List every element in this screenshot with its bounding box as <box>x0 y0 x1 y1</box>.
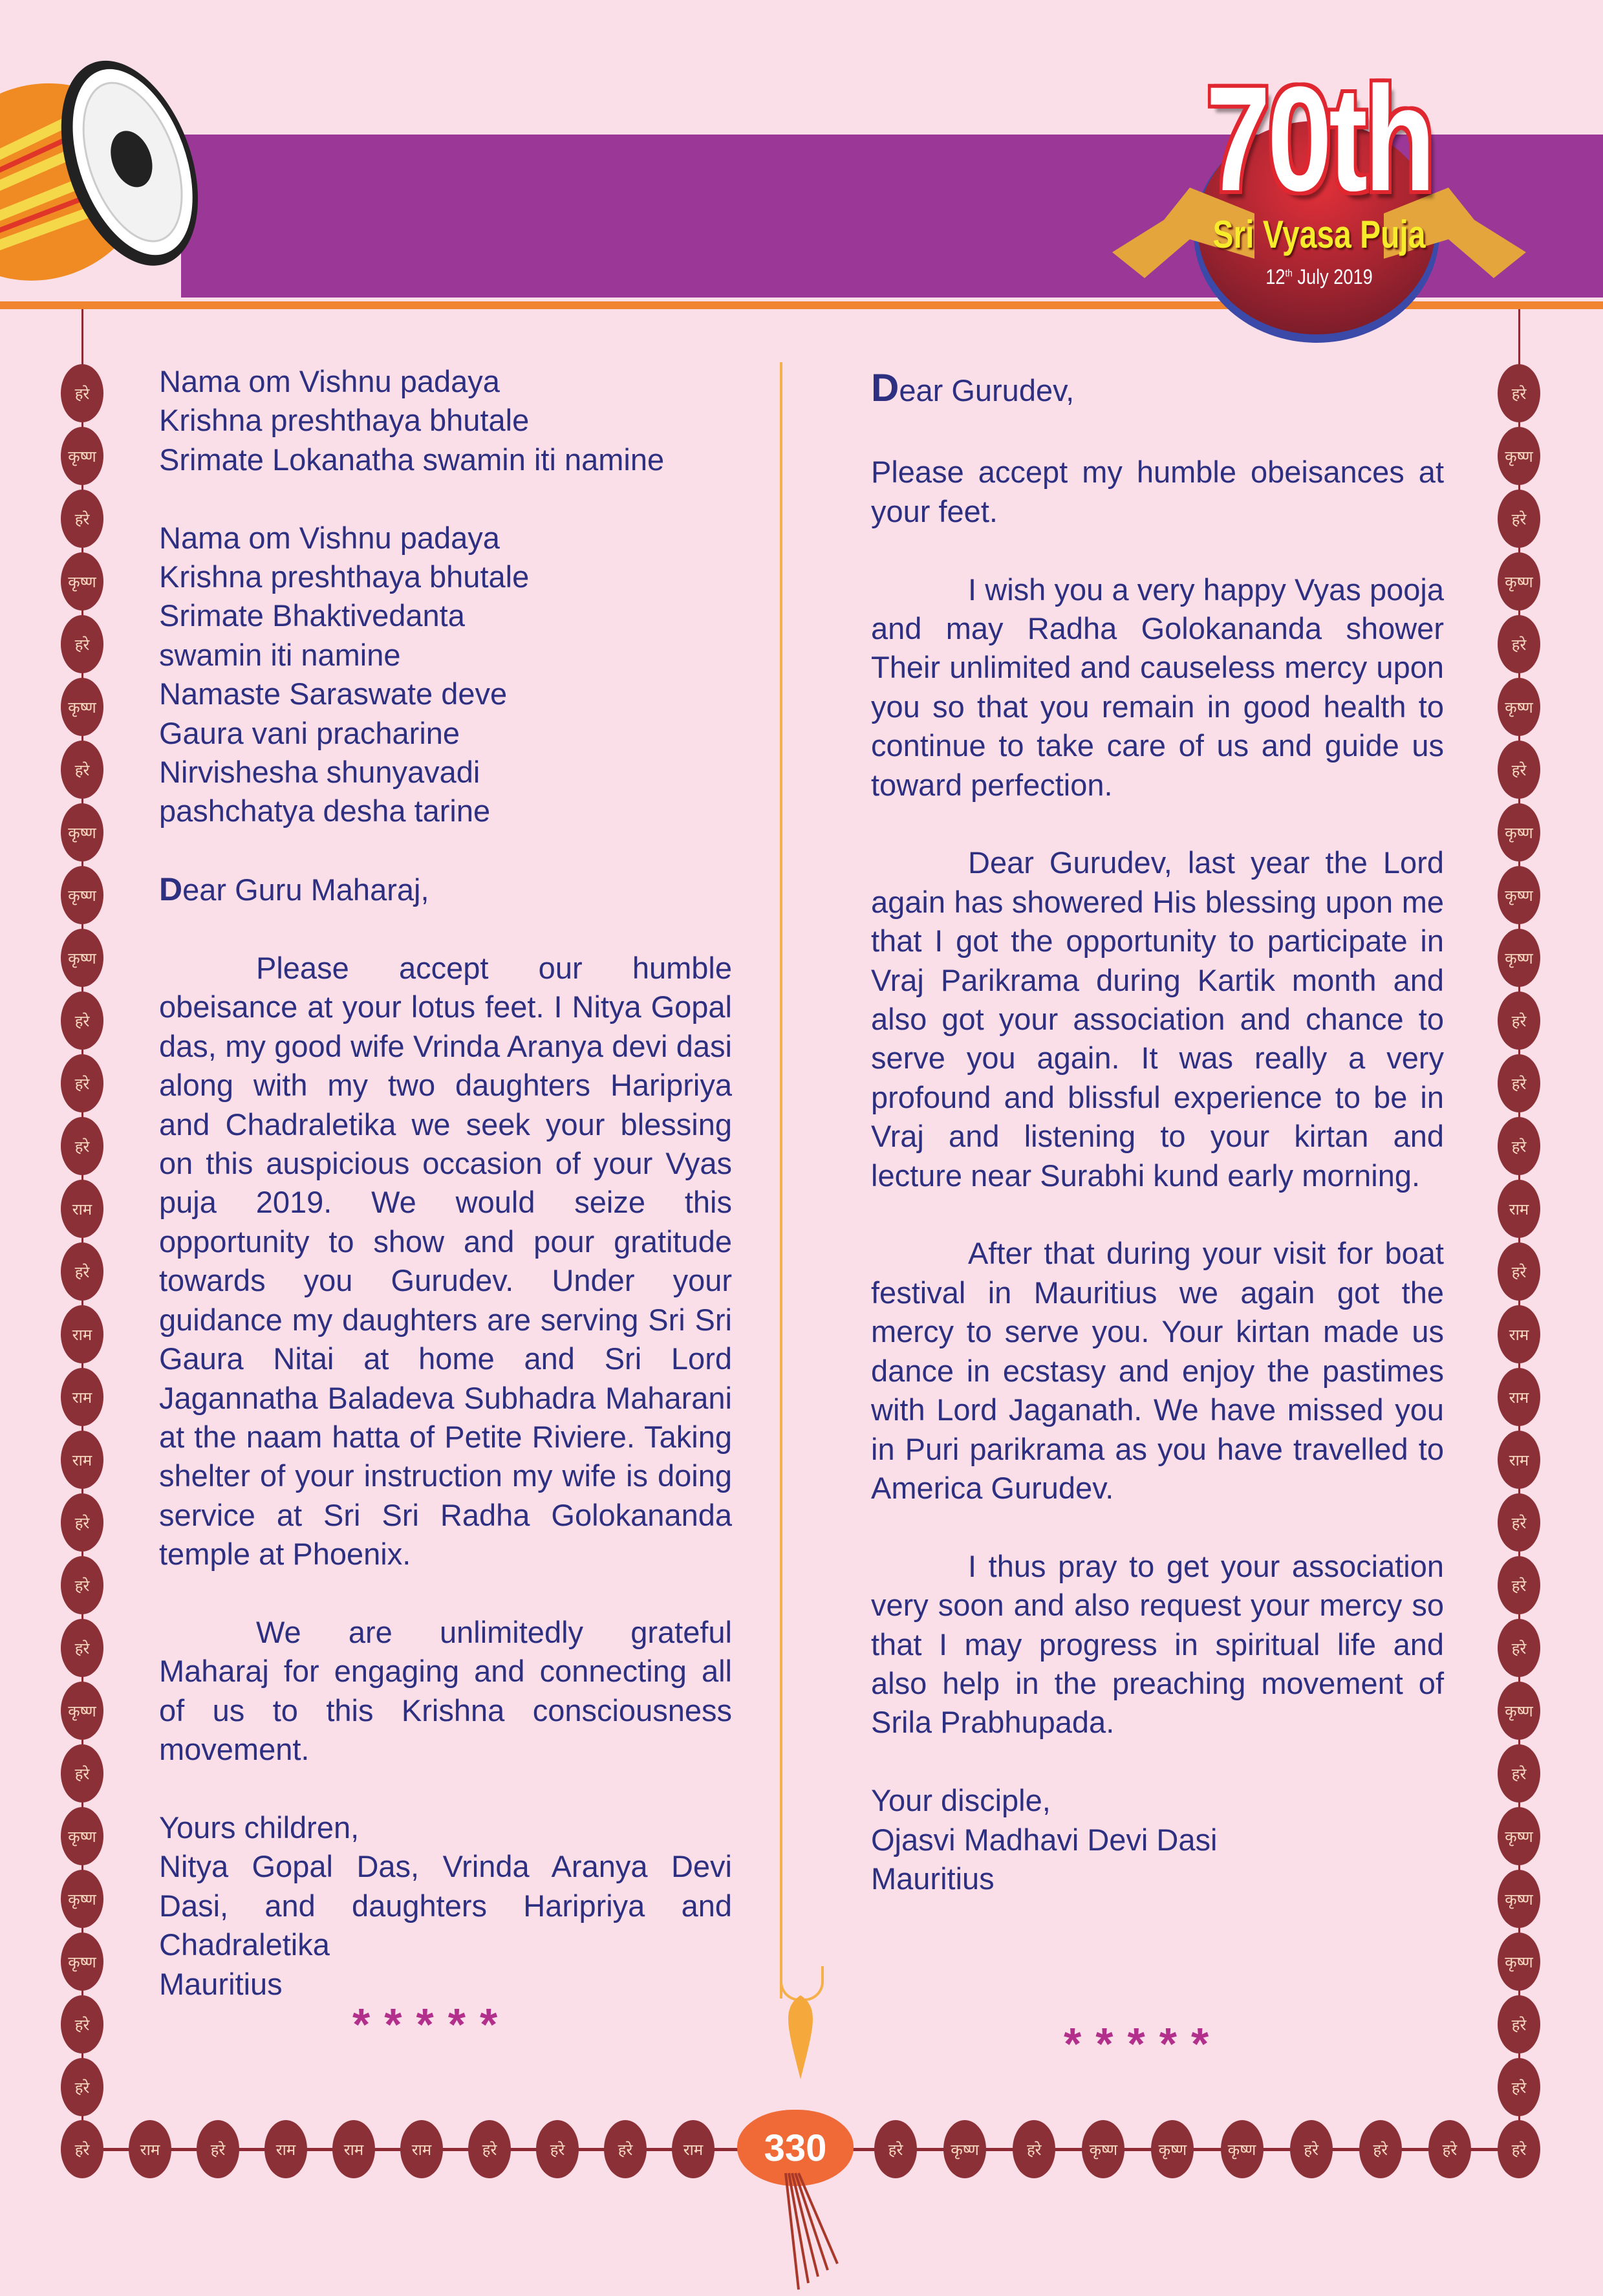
bottom-bead: राम <box>672 2120 715 2178</box>
right-bead: हरे <box>1498 1619 1540 1677</box>
verse-line: Nama om Vishnu padaya <box>159 520 500 555</box>
left-bead: हरे <box>61 741 103 799</box>
right-bead: कृष्ण <box>1498 678 1540 736</box>
left-bead: राम <box>61 1368 103 1426</box>
left-bead: कृष्ण <box>61 803 103 861</box>
right-bead: कृष्ण <box>1498 1933 1540 1991</box>
bottom-bead: कृष्ण <box>1151 2120 1194 2178</box>
right-bead: कृष्ण <box>1498 929 1540 987</box>
verse-line: Nama om Vishnu padaya <box>159 364 500 398</box>
column-divider <box>780 362 782 1998</box>
right-bead: कृष्ण <box>1498 866 1540 924</box>
bottom-bead: हरे <box>604 2120 647 2178</box>
right-bead: हरे <box>1498 490 1540 548</box>
verse-1 <box>159 362 732 479</box>
paragraph: After that during your visit for boat festival in Mauritius we again got the mercy to serve you. Your kirtan made us dance in ecstasy and enjoy the pastimes with Lord Jaganath. We have missed you in Puri parikrama as you have travelled to America Gurudev. <box>871 1236 1444 1505</box>
mridanga-drum-icon <box>0 0 207 310</box>
verse-line: Nirvishesha shunyavadi <box>159 755 480 790</box>
paragraph: We are unlimitedly grateful Maharaj for engaging and connecting all of us to this Krishna consciousness movement. <box>159 1614 732 1767</box>
left-bead: हरे <box>61 1054 103 1112</box>
right-bead: हरे <box>1498 991 1540 1050</box>
right-bead: हरे <box>1498 1493 1540 1552</box>
right-bead: हरे <box>1498 1242 1540 1301</box>
right-bead: राम <box>1498 1368 1540 1426</box>
signature: Ojasvi Madhavi Devi Dasi <box>871 1822 1218 1857</box>
drop-cap: D <box>871 366 899 409</box>
left-letter <box>159 362 732 2042</box>
date-suffix: th <box>1285 268 1293 279</box>
left-bead: हरे <box>61 1995 103 2053</box>
badge-title: 70th <box>1205 56 1433 222</box>
bottom-bead: हरे <box>197 2120 239 2178</box>
right-bead: कृष्ण <box>1498 1870 1540 1928</box>
page-number: 330 <box>737 2110 854 2186</box>
paragraph: I wish you a very happy Vyas pooja and may Radha Golokananda shower Their unlimited and causeless mercy upon you so that you remain in good health to continue to take care of us and guide us toward perfection. <box>871 572 1444 802</box>
right-bead: हरे <box>1498 615 1540 673</box>
bottom-bead: हरे <box>61 2120 103 2178</box>
left-bead: कृष्ण <box>61 929 103 987</box>
right-bead: हरे <box>1498 364 1540 422</box>
bottom-bead: हरे <box>1290 2120 1333 2178</box>
left-bead: राम <box>61 1180 103 1238</box>
left-bead: राम <box>61 1431 103 1489</box>
anniversary-badge <box>1093 56 1545 349</box>
paragraph: Dear Gurudev, last year the Lord again has showered His blessing upon me that I got the opportunity to participate in Vraj Parikrama during Kartik month and also got your association and chance to serve you again. It was really a very profound and blissful experience to be in Vraj and listening to your kirtan and lecture near Surabhi kund early morning. <box>871 845 1444 1193</box>
paragraph: I thus pray to get your association very soon and also request your mercy so that I may progress in spiritual life and also help in the preaching movement of Srila Prabhupada. <box>871 1548 1444 1740</box>
salutation <box>159 870 732 909</box>
badge-subtitle: Sri Vyasa Puja <box>1212 213 1426 256</box>
badge-date <box>1127 265 1512 289</box>
left-bead: कृष्ण <box>61 552 103 611</box>
bottom-bead: कृष्ण <box>1082 2120 1124 2178</box>
bottom-bead: कृष्ण <box>1221 2120 1264 2178</box>
left-bead: कृष्ण <box>61 427 103 485</box>
verse-line: Srimate Lokanatha swamin iti namine <box>159 442 665 477</box>
bottom-bead: कृष्ण <box>943 2120 986 2178</box>
date-day: 12 <box>1265 265 1286 288</box>
right-bead: हरे <box>1498 1054 1540 1112</box>
left-bead: कृष्ण <box>61 1870 103 1928</box>
verse-line: Krishna preshthaya bhutale <box>159 403 530 438</box>
right-bead: राम <box>1498 1305 1540 1363</box>
salutation <box>871 366 1444 410</box>
left-bead: कृष्ण <box>61 1807 103 1865</box>
right-bead: कृष्ण <box>1498 552 1540 611</box>
drop-ornament-icon <box>781 1995 820 2079</box>
bottom-bead: राम <box>400 2120 443 2178</box>
verse-line: Namaste Saraswate deve <box>159 677 508 711</box>
drop-cap: D <box>159 871 183 908</box>
signature: Nitya Gopal Das, Vrinda Aranya Devi Dasi, and daughters Haripriya and Chadraletika <box>159 1849 732 1962</box>
right-bead: हरे <box>1498 1744 1540 1803</box>
bottom-bead: राम <box>264 2120 307 2178</box>
tassel-icon <box>773 2167 870 2296</box>
verse-line: pashchatya desha tarine <box>159 794 491 829</box>
left-bead: हरे <box>61 2058 103 2116</box>
left-bead: हरे <box>61 991 103 1050</box>
right-bead: कृष्ण <box>1498 803 1540 861</box>
left-bead: कृष्ण <box>61 678 103 736</box>
right-bead: कृष्ण <box>1498 1682 1540 1740</box>
bottom-bead: हरे <box>468 2120 511 2178</box>
bottom-bead: हरे <box>1498 2120 1540 2178</box>
verse-line: swamin iti namine <box>159 637 401 672</box>
left-bead: राम <box>61 1305 103 1363</box>
place: Mauritius <box>871 1861 995 1896</box>
right-letter <box>871 366 1444 1938</box>
left-bead: हरे <box>61 364 103 422</box>
left-bead: कृष्ण <box>61 1933 103 1991</box>
right-bead: हरे <box>1498 2058 1540 2116</box>
verse-line: Srimate Bhaktivedanta <box>159 598 465 633</box>
bottom-bead: हरे <box>1428 2120 1471 2178</box>
right-bead: राम <box>1498 1431 1540 1489</box>
stars-ornament: ***** <box>352 1999 512 2050</box>
left-bead: हरे <box>61 1744 103 1803</box>
bottom-bead: हरे <box>874 2120 917 2178</box>
right-bead: हरे <box>1498 1117 1540 1175</box>
stars-ornament: ***** <box>1064 2019 1223 2069</box>
right-bead: हरे <box>1498 741 1540 799</box>
left-bead: हरे <box>61 1493 103 1552</box>
paragraph: Please accept my humble obeisances at your feet. <box>871 455 1444 528</box>
place: Mauritius <box>159 1966 283 2001</box>
left-bead: हरे <box>61 1556 103 1614</box>
date-rest: July 2019 <box>1297 265 1373 288</box>
left-bead: हरे <box>61 1242 103 1301</box>
closing: Yours children, <box>159 1810 360 1845</box>
right-bead: कृष्ण <box>1498 1807 1540 1865</box>
bottom-bead: हरे <box>1359 2120 1402 2178</box>
left-bead: हरे <box>61 1117 103 1175</box>
right-bead: हरे <box>1498 1995 1540 2053</box>
left-bead: हरे <box>61 1619 103 1677</box>
left-bead: कृष्ण <box>61 866 103 924</box>
salutation-text: ear Guru Maharaj, <box>182 872 429 907</box>
sign-off <box>871 1781 1444 1898</box>
right-bead: कृष्ण <box>1498 427 1540 485</box>
paragraph: Please accept our humble obeisance at your lotus feet. I Nitya Gopal das, my good wife Vrinda Aranya devi dasi along with my two daughters Haripriya and Chadraletika we seek your blessing on this auspicious occasion of your Vyas puja 2019. We would seize this opportunity to show and pour gratitude towards you Gurudev. Under your guidance my daughters are serving Sri Sri Gaura Nitai at home and Sri Lord Jagannatha Baladeva Subhadra Maharani at the naam hatta of Petite Riviere. Taking shelter of your instruction my wife is doing service at Sri Sri Radha Golokananda temple at Phoenix. <box>159 951 732 1572</box>
bottom-bead: राम <box>332 2120 375 2178</box>
right-bead: हरे <box>1498 1556 1540 1614</box>
salutation-text: ear Gurudev, <box>899 373 1075 407</box>
verse-line: Krishna preshthaya bhutale <box>159 559 530 594</box>
left-bead: हरे <box>61 615 103 673</box>
left-bead: कृष्ण <box>61 1682 103 1740</box>
bottom-bead: हरे <box>536 2120 579 2178</box>
bottom-bead: हरे <box>1013 2120 1055 2178</box>
verse-line: Gaura vani pracharine <box>159 715 460 750</box>
right-bead: राम <box>1498 1180 1540 1238</box>
sign-off <box>159 1808 732 2004</box>
verse-2 <box>159 519 732 831</box>
bottom-bead: राम <box>129 2120 171 2178</box>
left-bead: हरे <box>61 490 103 548</box>
closing: Your disciple, <box>871 1783 1051 1818</box>
